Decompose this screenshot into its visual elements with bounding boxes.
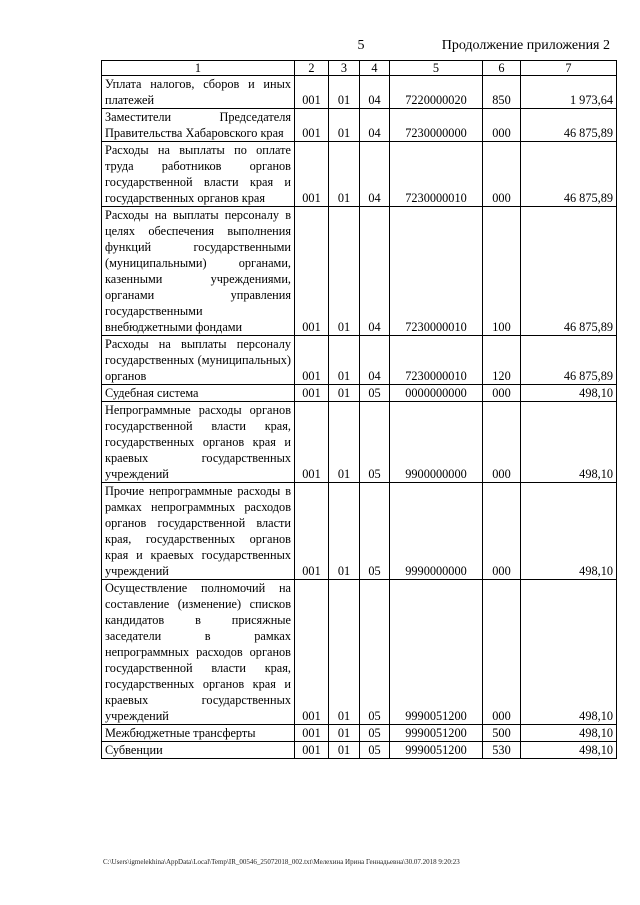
subsection-cell: 05 bbox=[360, 402, 390, 483]
admin-code-cell: 001 bbox=[295, 207, 329, 336]
amount-cell: 1 973,64 bbox=[521, 76, 617, 109]
subsection-cell: 04 bbox=[360, 207, 390, 336]
section-cell: 01 bbox=[329, 725, 360, 742]
target-article-cell: 0000000000 bbox=[390, 385, 483, 402]
page-number: 5 bbox=[357, 38, 365, 53]
amount-cell: 498,10 bbox=[521, 742, 617, 759]
admin-code-cell: 001 bbox=[295, 580, 329, 725]
table-row bbox=[102, 742, 617, 759]
column-header: 6 bbox=[483, 61, 521, 76]
amount-cell: 46 875,89 bbox=[521, 142, 617, 207]
amount-cell: 498,10 bbox=[521, 402, 617, 483]
row-name-cell: Межбюджетные трансферты bbox=[102, 725, 295, 742]
section-cell: 01 bbox=[329, 336, 360, 385]
table-header-row bbox=[102, 61, 617, 76]
subsection-cell: 04 bbox=[360, 76, 390, 109]
target-article-cell: 9990000000 bbox=[390, 483, 483, 580]
expense-type-cell: 000 bbox=[483, 142, 521, 207]
row-name-cell: Расходы на выплаты персоналу в целях обеспечения выполнения функций государственными (муниципальными) органами, казенными учреждениями, органами управления государственными внебюджетными фондами bbox=[102, 207, 295, 336]
target-article-cell: 9900000000 bbox=[390, 402, 483, 483]
expense-type-cell: 850 bbox=[483, 76, 521, 109]
section-cell: 01 bbox=[329, 483, 360, 580]
target-article-cell: 7230000010 bbox=[390, 207, 483, 336]
table-row bbox=[102, 109, 617, 142]
expense-type-cell: 000 bbox=[483, 385, 521, 402]
expense-type-cell: 000 bbox=[483, 402, 521, 483]
admin-code-cell: 001 bbox=[295, 742, 329, 759]
row-name-cell: Расходы на выплаты по оплате труда работников органов государственной власти края и государственных органов края bbox=[102, 142, 295, 207]
amount-cell: 498,10 bbox=[521, 385, 617, 402]
table-row bbox=[102, 580, 617, 725]
admin-code-cell: 001 bbox=[295, 109, 329, 142]
subsection-cell: 04 bbox=[360, 142, 390, 207]
section-cell: 01 bbox=[329, 76, 360, 109]
admin-code-cell: 001 bbox=[295, 336, 329, 385]
row-name-cell: Субвенции bbox=[102, 742, 295, 759]
table-body bbox=[102, 76, 617, 759]
admin-code-cell: 001 bbox=[295, 142, 329, 207]
row-name-cell: Осуществление полномочий на составление (изменение) списков кандидатов в присяжные заседатели в рамках непрограммных расходов органов государственной власти края, государственных органов края и краевых государственных учреждений bbox=[102, 580, 295, 725]
amount-cell: 46 875,89 bbox=[521, 207, 617, 336]
row-name-cell: Расходы на выплаты персоналу государственных (муниципальных) органов bbox=[102, 336, 295, 385]
expense-type-cell: 500 bbox=[483, 725, 521, 742]
table-row bbox=[102, 336, 617, 385]
admin-code-cell: 001 bbox=[295, 725, 329, 742]
target-article-cell: 9990051200 bbox=[390, 580, 483, 725]
table-row bbox=[102, 142, 617, 207]
section-cell: 01 bbox=[329, 142, 360, 207]
subsection-cell: 05 bbox=[360, 580, 390, 725]
table-row bbox=[102, 483, 617, 580]
column-header: 4 bbox=[360, 61, 390, 76]
column-header: 7 bbox=[521, 61, 617, 76]
subsection-cell: 05 bbox=[360, 483, 390, 580]
target-article-cell: 7230000010 bbox=[390, 336, 483, 385]
section-cell: 01 bbox=[329, 580, 360, 725]
table-row bbox=[102, 207, 617, 336]
section-cell: 01 bbox=[329, 109, 360, 142]
table-row bbox=[102, 76, 617, 109]
expense-type-cell: 000 bbox=[483, 580, 521, 725]
expense-type-cell: 530 bbox=[483, 742, 521, 759]
subsection-cell: 05 bbox=[360, 385, 390, 402]
table-row bbox=[102, 725, 617, 742]
target-article-cell: 7230000000 bbox=[390, 109, 483, 142]
row-name-cell: Судебная система bbox=[102, 385, 295, 402]
admin-code-cell: 001 bbox=[295, 385, 329, 402]
row-name-cell: Непрограммные расходы органов государственной власти края, государственных органов края и краевых государственных учреждений bbox=[102, 402, 295, 483]
target-article-cell: 9990051200 bbox=[390, 742, 483, 759]
section-cell: 01 bbox=[329, 385, 360, 402]
admin-code-cell: 001 bbox=[295, 76, 329, 109]
column-header: 5 bbox=[390, 61, 483, 76]
expense-type-cell: 000 bbox=[483, 483, 521, 580]
amount-cell: 46 875,89 bbox=[521, 109, 617, 142]
expense-type-cell: 000 bbox=[483, 109, 521, 142]
subsection-cell: 05 bbox=[360, 725, 390, 742]
expense-type-cell: 100 bbox=[483, 207, 521, 336]
target-article-cell: 7220000020 bbox=[390, 76, 483, 109]
column-header: 2 bbox=[295, 61, 329, 76]
section-cell: 01 bbox=[329, 402, 360, 483]
amount-cell: 46 875,89 bbox=[521, 336, 617, 385]
admin-code-cell: 001 bbox=[295, 402, 329, 483]
amount-cell: 498,10 bbox=[521, 580, 617, 725]
continuation-heading: Продолжение приложения 2 bbox=[441, 38, 610, 53]
footer-file-path: C:\Users\igmelekhina\AppData\Local\Temp\IR_00546_25072018_002.txt\Мелехина Ирина Геннадьевна\30.07.2018 9:20:23 bbox=[103, 858, 460, 866]
row-name-cell: Прочие непрограммные расходы в рамках непрограммных расходов органов государственной власти края, государственных органов края и краевых государственных учреждений bbox=[102, 483, 295, 580]
target-article-cell: 9990051200 bbox=[390, 725, 483, 742]
amount-cell: 498,10 bbox=[521, 483, 617, 580]
table-row bbox=[102, 385, 617, 402]
admin-code-cell: 001 bbox=[295, 483, 329, 580]
amount-cell: 498,10 bbox=[521, 725, 617, 742]
budget-table bbox=[101, 60, 617, 759]
target-article-cell: 7230000010 bbox=[390, 142, 483, 207]
section-cell: 01 bbox=[329, 207, 360, 336]
subsection-cell: 04 bbox=[360, 109, 390, 142]
expense-type-cell: 120 bbox=[483, 336, 521, 385]
column-header: 3 bbox=[329, 61, 360, 76]
subsection-cell: 04 bbox=[360, 336, 390, 385]
subsection-cell: 05 bbox=[360, 742, 390, 759]
row-name-cell: Заместители Председателя Правительства Хабаровского края bbox=[102, 109, 295, 142]
column-header: 1 bbox=[102, 61, 295, 76]
section-cell: 01 bbox=[329, 742, 360, 759]
table-row bbox=[102, 402, 617, 483]
row-name-cell: Уплата налогов, сборов и иных платежей bbox=[102, 76, 295, 109]
